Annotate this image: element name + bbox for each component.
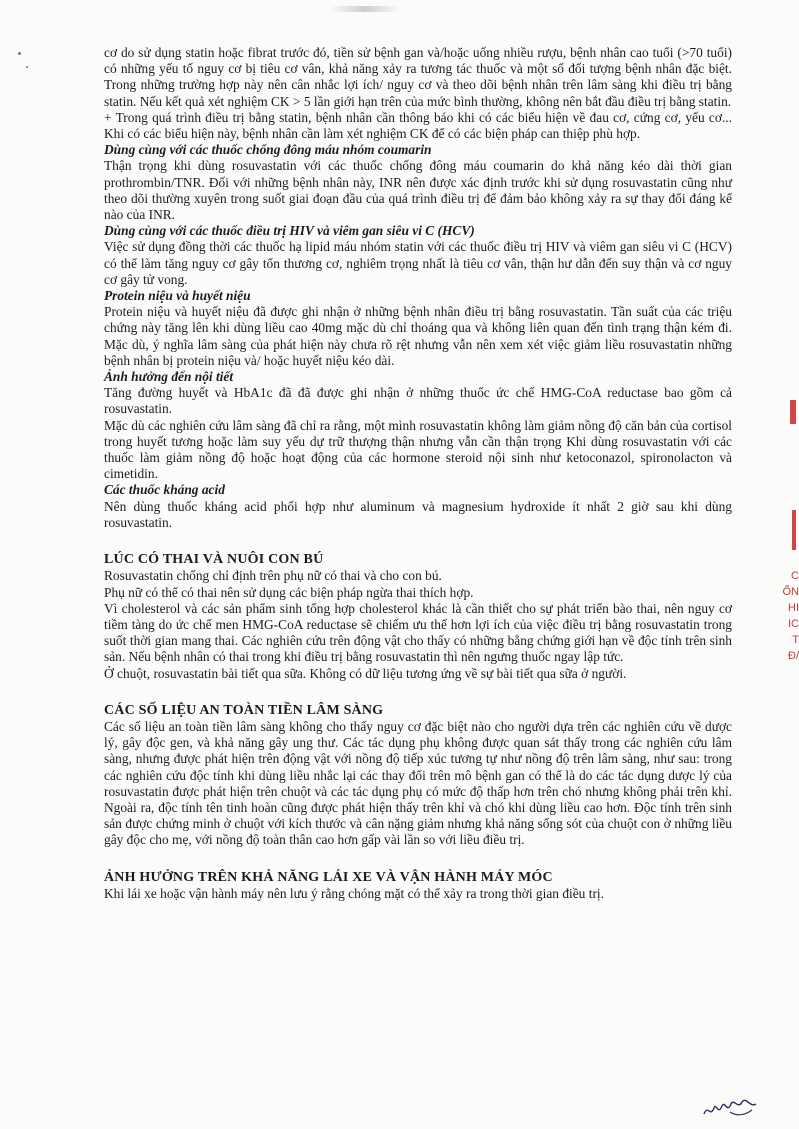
handwritten-initials — [700, 1092, 760, 1122]
subheading: Ảnh hưởng đến nội tiết — [104, 369, 234, 385]
paragraph: Vì cholesterol và các sản phẩm sinh tổng hợp cholesterol khác là cần thiết cho sự phát triển bào thai, nên nguy cơ tiềm tàng do ức chế men HMG-CoA reductase sẽ chiếm ưu thế hơn lợi ích của việc điều trị bằng rosuvastatin trong suốt thời gian mang thai. Các nghiên cứu trên động vật cho thấy có những bằng chứng giới hạn về độc tính trên sinh sản. Nếu bệnh nhân có thai trong khi điều trị bằng rosuvastatin thì nên ngưng thuốc ngay lập tức. — [104, 600, 732, 665]
paragraph: Phụ nữ có thể có thai nên sử dụng các biện pháp ngừa thai thích hợp. — [104, 584, 474, 600]
stamp-fragment: Đ/ — [788, 650, 799, 662]
paragraph: cơ do sử dụng statin hoặc fibrat trước đó, tiền sử bệnh gan và/hoặc uống nhiều rượu, bệnh nhân cao tuổi (>70 tuổi) có những yếu tố nguy cơ bị tiêu cơ vân, khả năng xảy ra tương tác thuốc và một số đối tượng bệnh nhân đặc biệt. Trong những trường hợp này nên cân nhắc lợi ích/ nguy cơ và theo dõi bệnh nhân trên lâm sàng khi điều trị bằng statin. Nếu kết quả xét nghiệm CK > 5 lần giới hạn trên của mức bình thường, không nên bắt đầu điều trị bằng statin. — [104, 45, 732, 109]
scan-dot — [18, 52, 21, 55]
paragraph: Rosuvastatin chống chỉ định trên phụ nữ có thai và cho con bú. — [104, 568, 442, 584]
subheading: Dùng cùng với các thuốc điều trị HIV và viêm gan siêu vi C (HCV) — [104, 223, 475, 239]
stamp-fragment: T — [792, 634, 799, 646]
paragraph: Các số liệu an toàn tiền lâm sàng không cho thấy nguy cơ đặc biệt nào cho người dựa trên các nghiên cứu về dược lý, gây độc gen, và khả năng gây ung thư. Các tác dụng phụ không được quan sát thấy trong các nghiên cứu lâm sàng, nhưng được phát hiện trên động vật với nồng độ tiếp xúc tương tự như nồng độ trên lâm sàng, như sau: trong các nghiên cứu độc tính khi dùng liều nhắc lại các thay đổi trên mô bệnh gan có thể là do các tác dụng dược lý của rosuvastatin được phát hiện trên chuột và các tác dụng phụ có mức độ thấp hơn trên chó nhưng không phải trên khỉ. Ngoài ra, độc tính tên tinh hoàn cũng được phát hiện thấy trên khỉ và chó khi dùng liều cao hơn. Độc tính trên sinh sản được chứng minh ở chuột với kích thước và cân nặng giảm nhưng khả năng sống sót của chuột con ở những liều gây độc cho mẹ, với nồng độ toàn thân cao hơn gấp vài lần so với liều điều trị. — [104, 718, 732, 848]
stamp-fragment: IC — [788, 618, 799, 630]
scan-dot — [26, 66, 28, 68]
section-heading: ẢNH HƯỞNG TRÊN KHẢ NĂNG LÁI XE VÀ VẬN HÀNH MÁY MÓC — [104, 869, 553, 885]
paragraph: + Trong quá trình điều trị bằng statin, bệnh nhân cần thông báo khi có các biểu hiện về đau cơ, cứng cơ, yếu cơ... Khi có các biểu hiện này, bệnh nhân cần làm xét nghiệm CK để có các biện pháp can thiệp phù hợp. — [104, 109, 732, 142]
paragraph: Nên dùng thuốc kháng acid phối hợp như aluminum và magnesium hydroxide ít nhất 2 giờ sau khi dùng rosuvastatin. — [104, 498, 732, 530]
paragraph: Khi lái xe hoặc vận hành máy nên lưu ý rằng chóng mặt có thể xảy ra trong thời gian điều trị. — [104, 885, 604, 901]
paragraph: Việc sử dụng đồng thời các thuốc hạ lipid máu nhóm statin với các thuốc điều trị HIV và viêm gan siêu vi C (HCV) có thể làm tăng nguy cơ gây tổn thương cơ, nghiêm trọng nhất là tiêu cơ vân, thận hư dẫn đến suy thận và cơ nguy cơ gây tử vong. — [104, 239, 732, 287]
paragraph: Ở chuột, rosuvastatin bài tiết qua sữa. Không có dữ liệu tương ứng về sự bài tiết qua sữa ở người. — [104, 665, 627, 681]
subheading: Dùng cùng với các thuốc chống đông máu nhóm coumarin — [104, 142, 432, 158]
paragraph: Tăng đường huyết và HbA1c đã đã được ghi nhận ở những thuốc ức chế HMG-CoA reductase bao gồm cả rosuvastatin. — [104, 385, 732, 417]
stamp-fragment: ỐN — [782, 586, 799, 598]
section-heading: LÚC CÓ THAI VÀ NUÔI CON BÚ — [104, 552, 324, 568]
paragraph: Protein niệu và huyết niệu đã được ghi nhận ở những bệnh nhân điều trị bằng rosuvastatin. Tần suất của các triệu chứng này tăng lên khi dùng liều cao 40mg mặc dù chỉ thoáng qua và không liên quan đến tình trạng thận kém đi. Mặc dù, ý nghĩa lâm sàng của phát hiện này chưa rõ rệt nhưng vẫn nên xem xét việc giảm liều rosuvastatin những bệnh nhân bị protein niệu và/ hoặc huyết niệu kéo dài. — [104, 304, 732, 368]
section-heading: CÁC SỐ LIỆU AN TOÀN TIỀN LÂM SÀNG — [104, 702, 384, 718]
margin-stamp — [781, 568, 799, 664]
red-margin-mark — [790, 400, 796, 424]
stamp-fragment: C — [791, 570, 799, 582]
paragraph: Thận trọng khi dùng rosuvastatin với các thuốc chống đông máu coumarin do khả năng kéo dài thời gian prothrombin/TNR. Đối với những bệnh nhân này, INR nên được xác định trước khi sử dụng rosuvastatin cũng như theo dõi thường xuyên trong suốt giai đoạn đầu của quá trình điều trị để đảm bảo không xảy ra sự thay đổi đáng kể nào của INR. — [104, 158, 732, 223]
stamp-fragment: HI — [788, 602, 799, 614]
paragraph: Mặc dù các nghiên cứu lâm sàng đã chỉ ra rằng, một mình rosuvastatin không làm giảm nồng độ căn bản của cortisol trong huyết tương hoặc làm suy yếu dự trữ thượng thận nhưng vẫn cần thận trọng Khi dùng rosuvastatin với các thuốc làm giảm nồng độ hoặc hoạt động của các hormone steroid nội sinh như ketoconazol, spironolacton và cimetidin. — [104, 417, 732, 482]
scan-artifact — [330, 6, 400, 12]
document-body — [104, 45, 732, 902]
subheading: Protein niệu và huyết niệu — [104, 288, 251, 304]
red-margin-mark — [792, 510, 796, 550]
subheading: Các thuốc kháng acid — [104, 482, 225, 498]
